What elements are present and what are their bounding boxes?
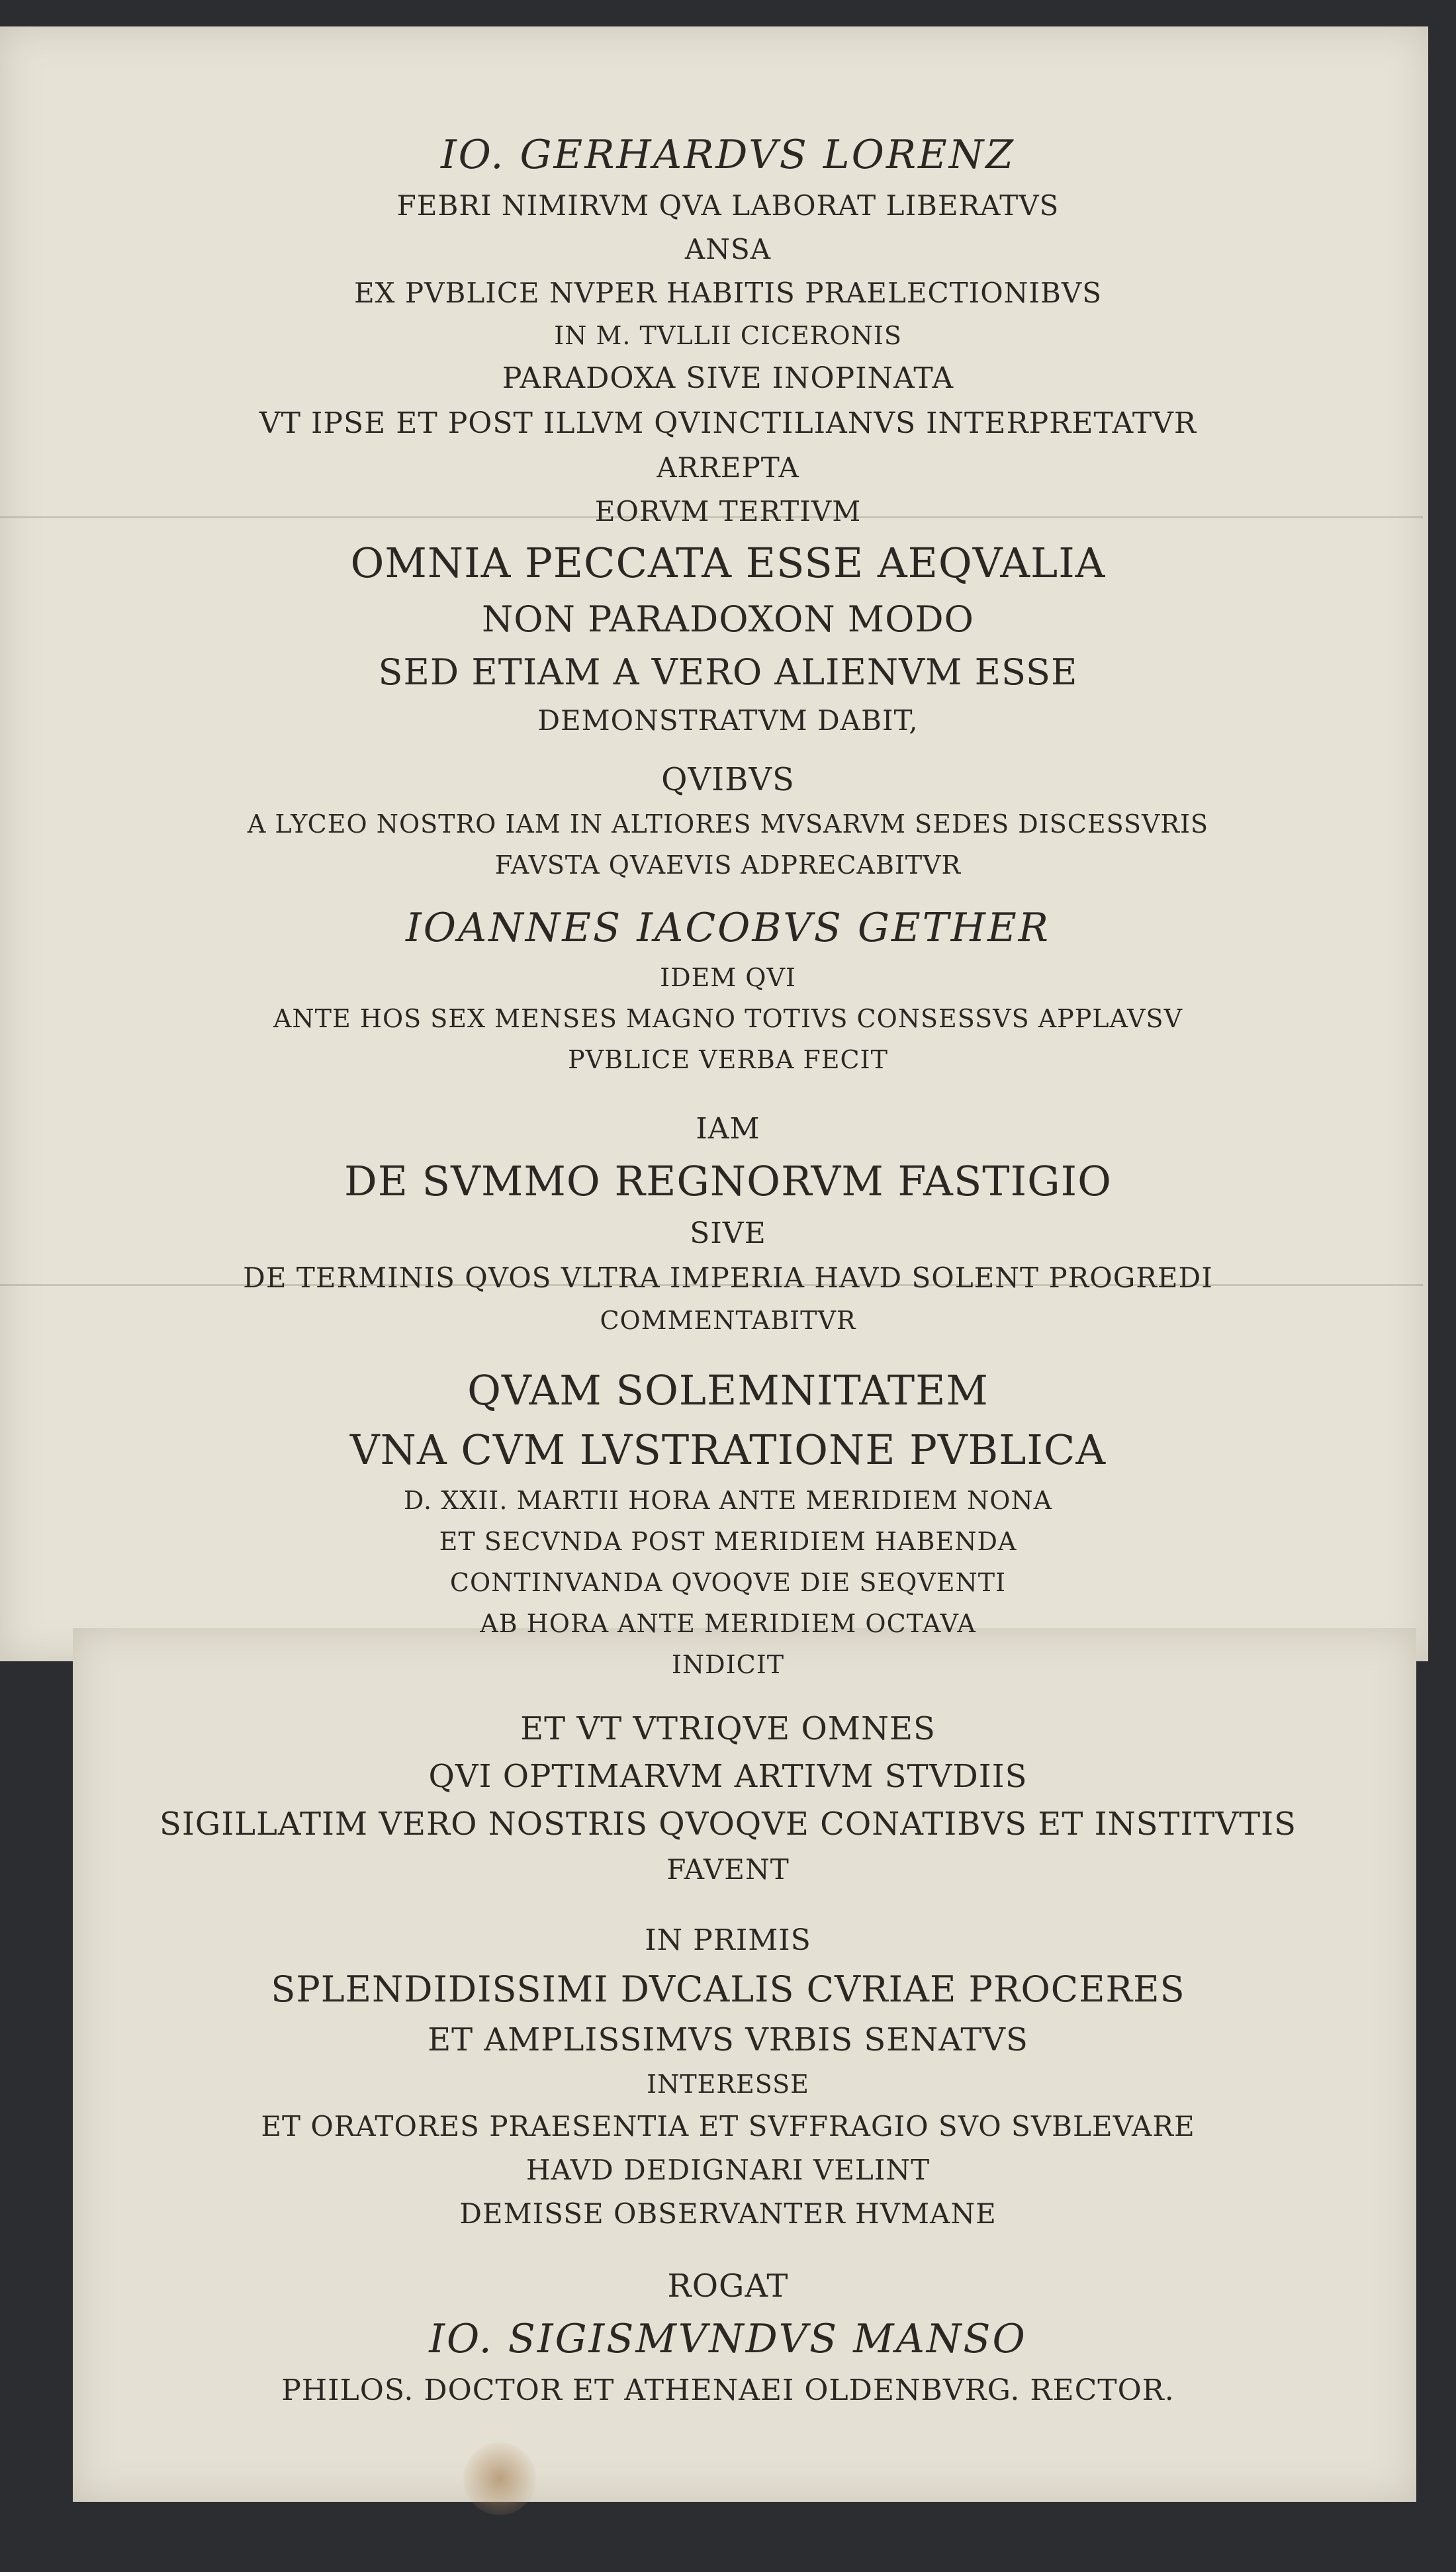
text-line: SED ETIAM A VERO ALIENVM ESSE — [378, 651, 1078, 693]
text-line: SIVE — [690, 1217, 766, 1250]
text-line: DEMONSTRATVM DABIT, — [537, 704, 919, 737]
text-line: PARADOXA SIVE INOPINATA — [502, 361, 954, 395]
text-line: FAVENT — [666, 1853, 790, 1886]
text-line: DEMISSE OBSERVANTER HVMANE — [459, 2197, 997, 2230]
text-line: FAVSTA QVAEVIS ADPRECABITVR — [494, 850, 962, 880]
text-line: FEBRI NIMIRVM QVA LABORAT LIBERATVS — [396, 189, 1060, 222]
text-line: HAVD DEDIGNARI VELINT — [525, 2154, 931, 2186]
text-line: COMMENTABITVR — [600, 1306, 856, 1335]
text-line: ANTE HOS SEX MENSES MAGNO TOTIVS CONSESSVS APPLAVSV — [273, 1004, 1183, 1033]
text-line: A LYCEO NOSTRO IAM IN ALTIORES MVSARVM SEDES DISCESSVRIS — [247, 809, 1209, 839]
text-line: CONTINVANDA QVOQVE DIE SEQVENTI — [449, 1568, 1007, 1597]
text-line: NON PARADOXON MODO — [482, 598, 974, 640]
text-line: IN M. TVLLII CICERONIS — [554, 321, 902, 350]
text-line: ROGAT — [667, 2268, 789, 2305]
text-line: ARREPTA — [657, 451, 799, 484]
text-line: IAM — [696, 1112, 760, 1146]
text-line: IDEM QVI — [660, 963, 796, 992]
text-line: QVIBVS — [661, 761, 795, 798]
author-name: IO. GERHARDVS LORENZ — [440, 132, 1015, 178]
text-line: AB HORA ANTE MERIDIEM OCTAVA — [480, 1609, 976, 1638]
paper-stain — [463, 2442, 536, 2515]
text-line: ET ORATORES PRAESENTIA ET SVFFRAGIO SVO SVBLEVARE — [261, 2110, 1195, 2142]
text-line: QVAM SOLEMNITATEM — [467, 1366, 989, 1414]
text-line: DE TERMINIS QVOS VLTRA IMPERIA HAVD SOLENT PROGREDI — [243, 1262, 1213, 1294]
oration-title: DE SVMMO REGNORVM FASTIGIO — [344, 1157, 1112, 1205]
text-line: QVI OPTIMARVM ARTIVM STVDIIS — [428, 1758, 1028, 1795]
text-line: INTERESSE — [647, 2070, 809, 2099]
text-line: ET AMPLISSIMVS VRBIS SENATVS — [428, 2021, 1028, 2058]
text-line: ET VT VTRIQVE OMNES — [520, 1710, 936, 1747]
speaker-name: IOANNES IACOBVS GETHER — [406, 905, 1050, 951]
text-line: D. XXII. MARTII HORA ANTE MERIDIEM NONA — [403, 1486, 1053, 1515]
text-line: ET SECVNDA POST MERIDIEM HABENDA — [439, 1527, 1017, 1556]
text-line: EORVM TERTIVM — [594, 495, 862, 528]
text-line: ANSA — [684, 233, 772, 265]
text-line: VNA CVM LVSTRATIONE PVBLICA — [349, 1426, 1107, 1474]
rector-title: PHILOS. DOCTOR ET ATHENAEI OLDENBVRG. RECTOR. — [281, 2373, 1175, 2407]
text-line: PVBLICE VERBA FECIT — [568, 1045, 888, 1074]
text-line: VT IPSE ET POST ILLVM QVINCTILIANVS INTERPRETATVR — [259, 406, 1197, 440]
text-line: SPLENDIDISSIMI DVCALIS CVRIAE PROCERES — [271, 1968, 1185, 2010]
printed-notice — [106, 126, 1350, 2413]
text-line: INDICIT — [671, 1650, 785, 1679]
oration-thesis: OMNIA PECCATA ESSE AEQVALIA — [350, 539, 1106, 587]
text-line: SIGILLATIM VERO NOSTRIS QVOQVE CONATIBVS ET INSTITVTIS — [159, 1806, 1297, 1843]
rector-name: IO. SIGISMVNDVS MANSO — [429, 2316, 1027, 2362]
text-line: IN PRIMIS — [645, 1923, 811, 1957]
text-line: EX PVBLICE NVPER HABITIS PRAELECTIONIBVS — [353, 277, 1102, 309]
